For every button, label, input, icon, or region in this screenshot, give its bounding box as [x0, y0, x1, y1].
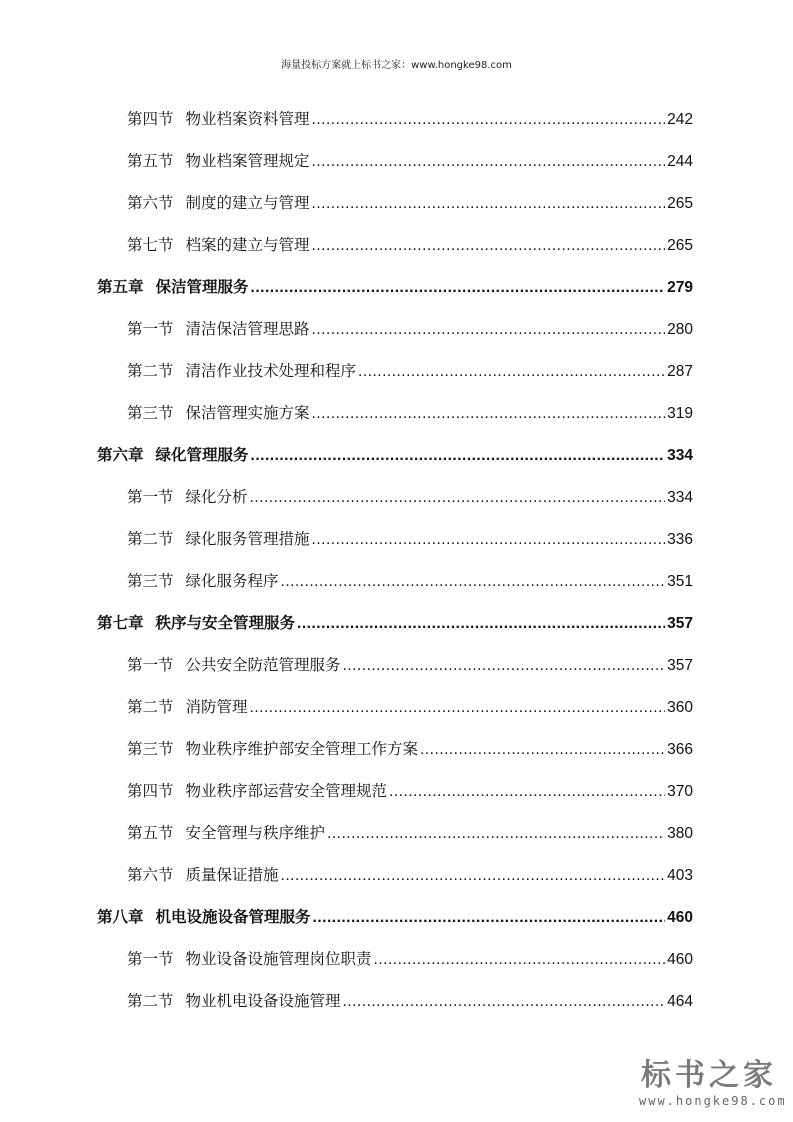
toc-entry-chapter[interactable]: [97, 275, 693, 301]
toc-entry-section[interactable]: [127, 779, 693, 805]
entry-page-number: 242: [667, 111, 693, 128]
toc-entry-section[interactable]: [127, 569, 693, 595]
entry-title: 机电设施设备管理服务: [155, 908, 311, 926]
toc-entry-section[interactable]: [127, 947, 693, 973]
entry-number: 第一节: [127, 656, 174, 674]
dot-leader: [312, 321, 666, 339]
entry-page-number: 357: [667, 657, 693, 674]
entry-page-number: 460: [667, 951, 693, 968]
entry-title: 绿化分析: [185, 488, 248, 506]
entry-number: 第五章: [97, 278, 144, 296]
toc-entry-section[interactable]: [127, 359, 693, 385]
entry-page-number: 380: [667, 825, 693, 842]
entry-title: 质量保证措施: [185, 866, 279, 884]
dot-leader: [327, 825, 665, 843]
entry-page-number: 280: [667, 321, 693, 338]
entry-page-number: 244: [667, 153, 693, 170]
dot-leader: [250, 489, 666, 507]
watermark-logo: [639, 1050, 787, 1108]
toc-entry-chapter[interactable]: [97, 611, 693, 637]
toc-entry-section[interactable]: [127, 317, 693, 343]
logo-text: 标书之家: [641, 1058, 777, 1093]
dot-leader: [250, 699, 666, 717]
dot-leader: [343, 657, 666, 675]
entry-number: 第六节: [127, 194, 174, 212]
entry-page-number: 464: [667, 993, 693, 1010]
dot-leader: [312, 111, 666, 129]
entry-page-number: 366: [667, 741, 693, 758]
toc-entry-section[interactable]: [127, 485, 693, 511]
entry-number: 第二节: [127, 698, 174, 716]
entry-number: 第一节: [127, 488, 174, 506]
entry-page-number: 357: [667, 615, 693, 632]
toc-entry-section[interactable]: [127, 233, 693, 259]
dot-leader: [281, 867, 666, 885]
toc-entry-section[interactable]: [127, 989, 693, 1015]
toc-entry-section[interactable]: [127, 695, 693, 721]
entry-page-number: 351: [667, 573, 693, 590]
entry-title: 安全管理与秩序维护: [185, 824, 326, 842]
entry-number: 第二节: [127, 530, 174, 548]
dot-leader: [312, 237, 666, 255]
entry-title: 物业秩序部运营安全管理规范: [185, 782, 388, 800]
entry-title: 公共安全防范管理服务: [185, 656, 341, 674]
entry-page-number: 265: [667, 195, 693, 212]
entry-page-number: 460: [667, 909, 693, 926]
entry-title: 秩序与安全管理服务: [155, 614, 296, 632]
entry-title: 绿化服务程序: [185, 572, 279, 590]
entry-title: 保洁管理服务: [155, 278, 249, 296]
entry-number: 第三节: [127, 572, 174, 590]
entry-title: 清洁保洁管理思路: [185, 320, 310, 338]
toc-entry-section[interactable]: [127, 191, 693, 217]
dot-leader: [312, 531, 666, 549]
logo-url: www.hongke98.com: [639, 1094, 787, 1108]
entry-number: 第二节: [127, 992, 174, 1010]
toc-entry-section[interactable]: [127, 527, 693, 553]
toc-entry-section[interactable]: [127, 737, 693, 763]
entry-number: 第七节: [127, 236, 174, 254]
toc-entry-section[interactable]: [127, 821, 693, 847]
entry-number: 第三节: [127, 404, 174, 422]
entry-title: 物业机电设备设施管理: [185, 992, 341, 1010]
entry-title: 绿化管理服务: [155, 446, 249, 464]
toc-entry-section[interactable]: [127, 863, 693, 889]
entry-page-number: 287: [667, 363, 693, 380]
dot-leader: [343, 993, 666, 1011]
entry-title: 保洁管理实施方案: [185, 404, 310, 422]
entry-page-number: 336: [667, 531, 693, 548]
entry-number: 第八章: [97, 908, 144, 926]
entry-number: 第二节: [127, 362, 174, 380]
entry-page-number: 360: [667, 699, 693, 716]
toc-entry-chapter[interactable]: [97, 443, 693, 469]
entry-page-number: 403: [667, 867, 693, 884]
dot-leader: [389, 783, 665, 801]
entry-title: 消防管理: [185, 698, 248, 716]
entry-number: 第四节: [127, 782, 174, 800]
entry-title: 绿化服务管理措施: [185, 530, 310, 548]
entry-number: 第五节: [127, 824, 174, 842]
entry-page-number: 279: [667, 279, 693, 296]
entry-number: 第一节: [127, 320, 174, 338]
entry-number: 第三节: [127, 740, 174, 758]
dot-leader: [358, 363, 665, 381]
entry-title: 制度的建立与管理: [185, 194, 310, 212]
entry-number: 第六节: [127, 866, 174, 884]
dot-leader: [297, 615, 665, 633]
entry-number: 第一节: [127, 950, 174, 968]
entry-number: 第四节: [127, 110, 174, 128]
toc-entry-chapter[interactable]: [97, 905, 693, 931]
entry-title: 物业档案管理规定: [185, 152, 310, 170]
entry-title: 物业秩序维护部安全管理工作方案: [185, 740, 419, 758]
dot-leader: [374, 951, 666, 969]
toc-entry-section[interactable]: [127, 107, 693, 133]
entry-title: 档案的建立与管理: [185, 236, 310, 254]
toc-entry-section[interactable]: [127, 401, 693, 427]
entry-title: 物业档案资料管理: [185, 110, 310, 128]
dot-leader: [251, 279, 666, 297]
dot-leader: [312, 195, 666, 213]
entry-page-number: 370: [667, 783, 693, 800]
toc-entry-section[interactable]: [127, 653, 693, 679]
dot-leader: [420, 741, 665, 759]
entry-number: 第六章: [97, 446, 144, 464]
entry-number: 第七章: [97, 614, 144, 632]
entry-number: 第五节: [127, 152, 174, 170]
dot-leader: [281, 573, 666, 591]
entry-page-number: 334: [667, 447, 693, 464]
page-header: 海量投标方案就上标书之家：www.hongke98.com: [281, 60, 512, 71]
dot-leader: [251, 447, 666, 465]
entry-page-number: 334: [667, 489, 693, 506]
dot-leader: [312, 153, 666, 171]
dot-leader: [312, 405, 666, 423]
entry-page-number: 319: [667, 405, 693, 422]
entry-page-number: 265: [667, 237, 693, 254]
dot-leader: [313, 909, 666, 927]
entry-title: 清洁作业技术处理和程序: [185, 362, 357, 380]
entry-title: 物业设备设施管理岗位职责: [185, 950, 372, 968]
toc-entry-section[interactable]: [127, 149, 693, 175]
